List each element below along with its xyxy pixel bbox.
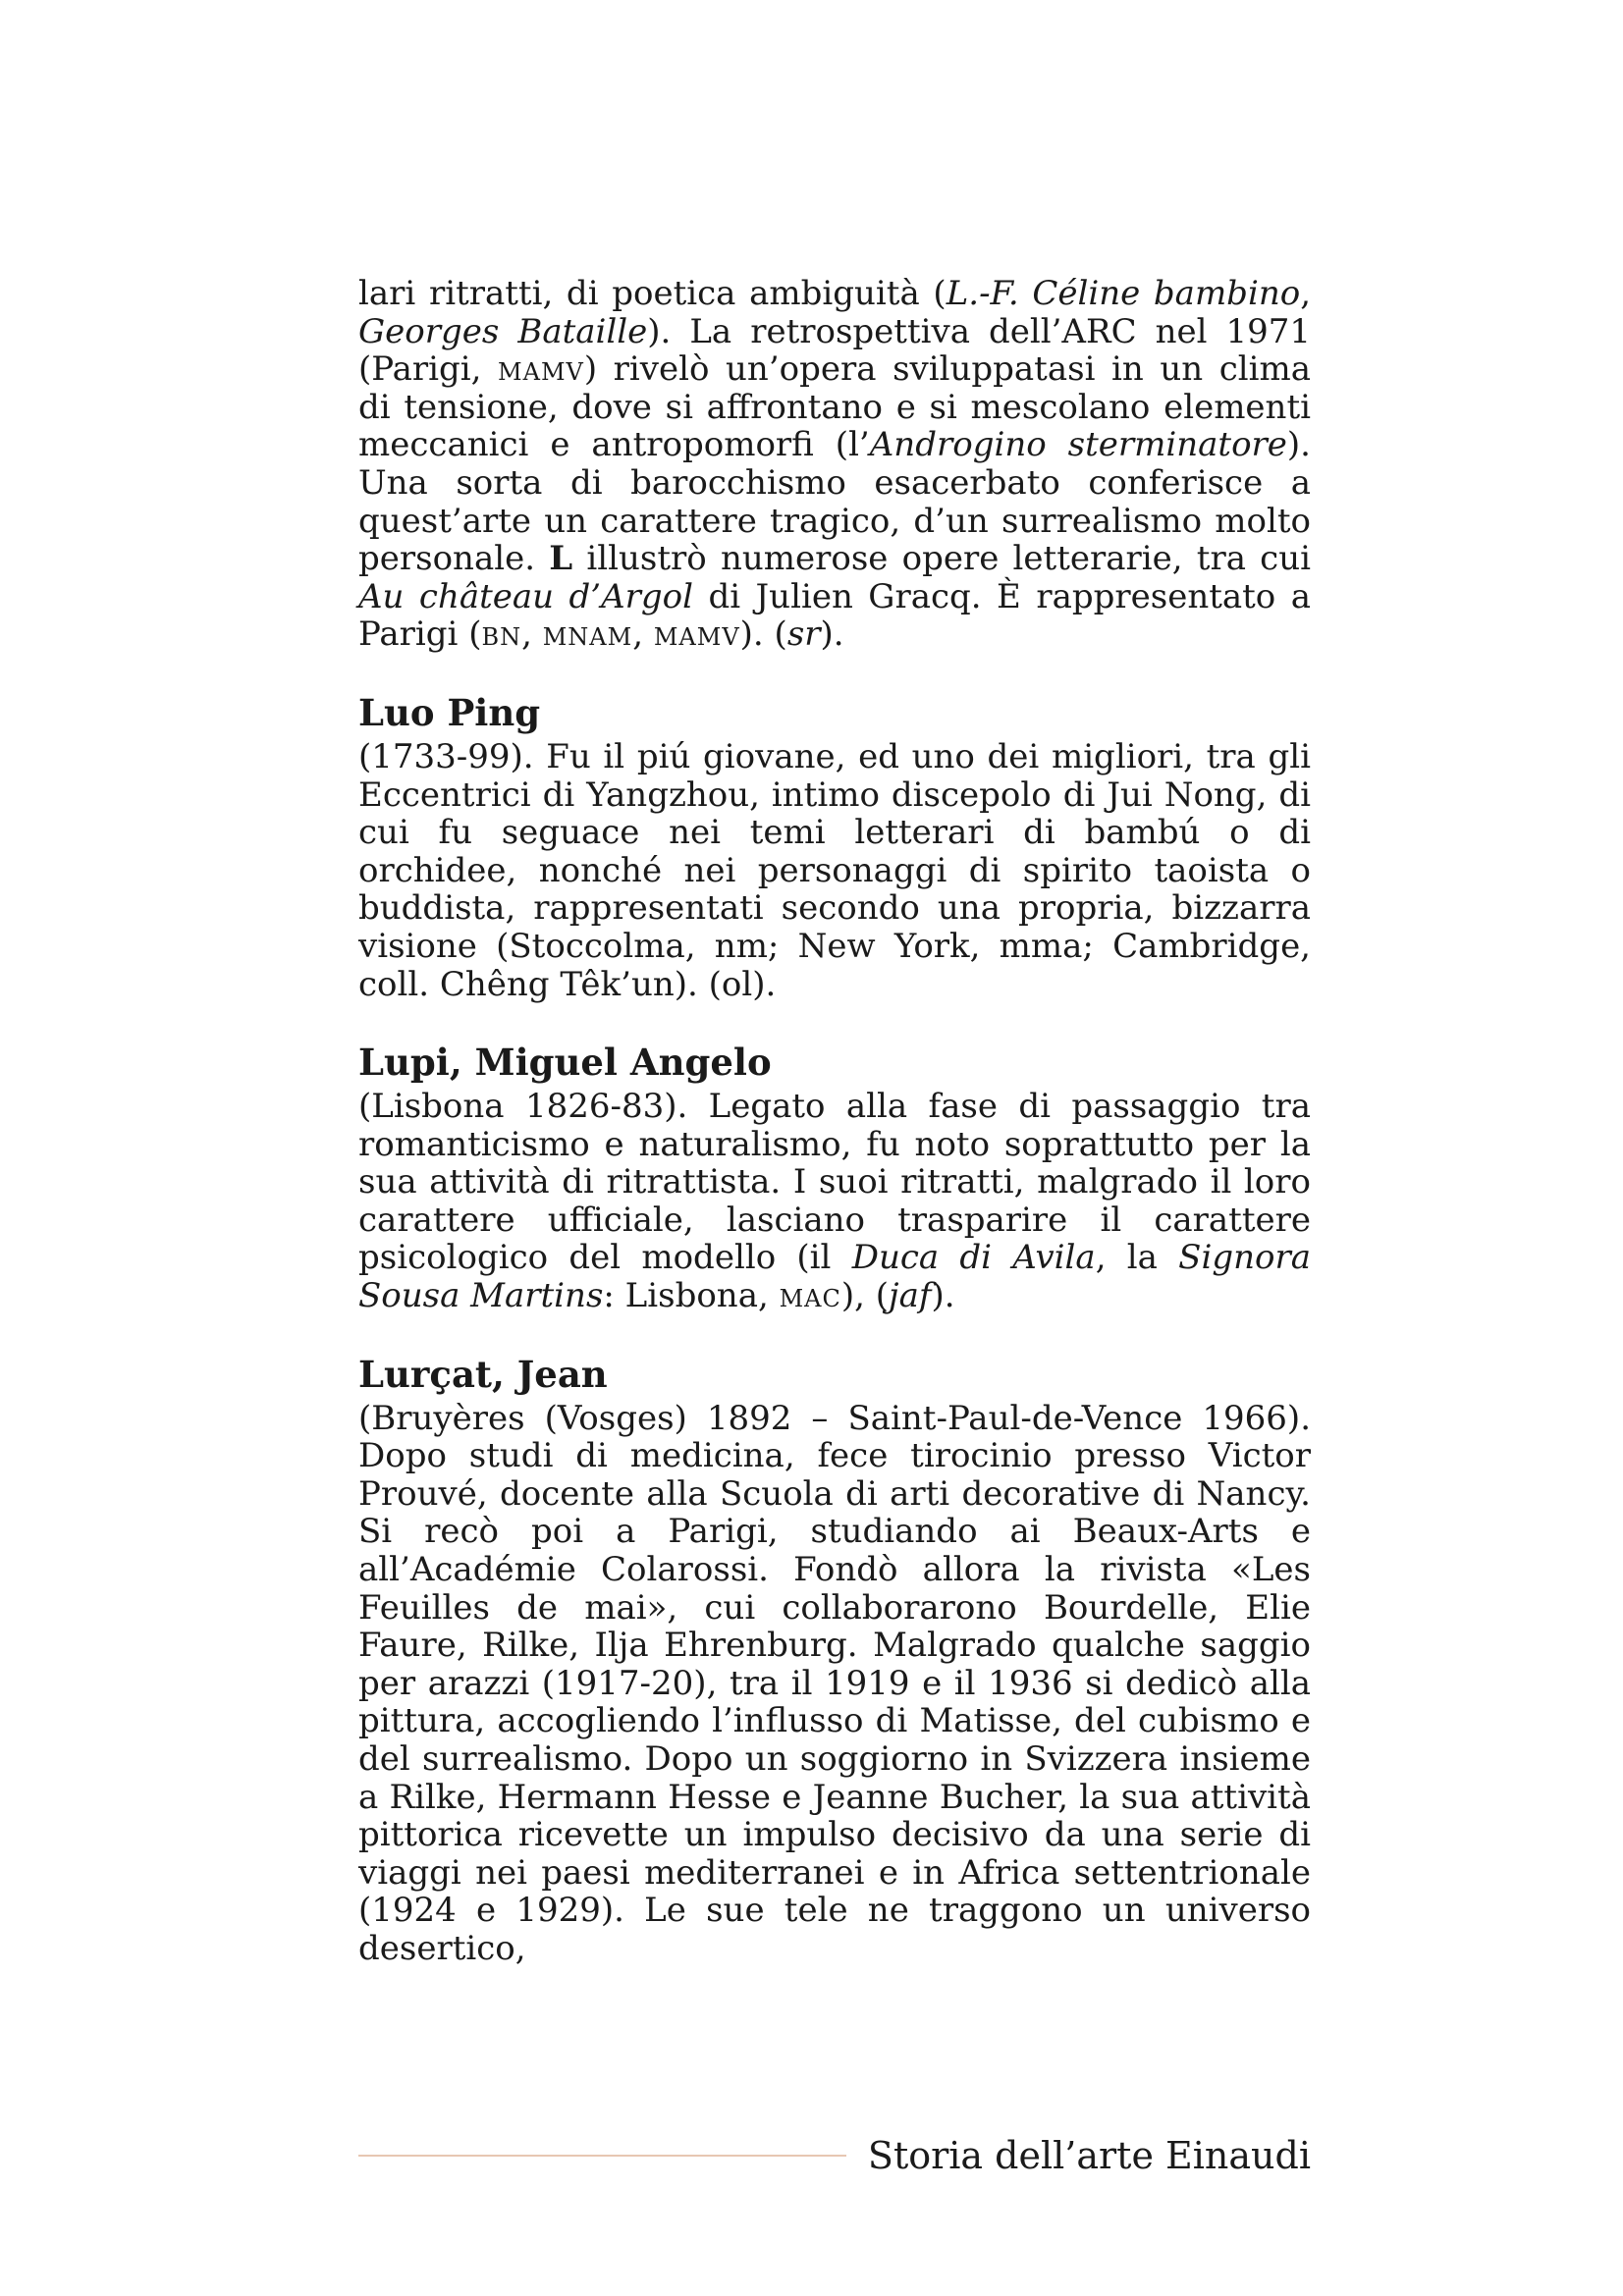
intro-text: illustrò numerose opere letterarie, tra cui bbox=[572, 539, 1311, 579]
intro-work-title: Georges Bataille bbox=[358, 311, 648, 351]
entry-work-title: Signora Sousa Martins bbox=[358, 1238, 1311, 1316]
entry-lurcat bbox=[358, 1353, 1311, 1968]
entry-text bbox=[358, 1088, 1311, 1315]
intro-abbreviation: mnam bbox=[542, 614, 633, 655]
intro-abbreviation: mamv bbox=[498, 349, 584, 390]
intro-text: lari ritratti, di poetica ambiguità ( bbox=[358, 274, 947, 313]
intro-paragraph bbox=[358, 275, 1311, 654]
intro-abbreviation: mamv bbox=[653, 614, 740, 655]
entry-lupi bbox=[358, 1041, 1311, 1315]
entry-text: (1733-99). Fu il piú giovane, ed uno dei migliori, tra gli Eccentrici di Yangzhou, intimo discepolo di Jui Nong, di cui fu seguace nei temi letterari di bambú o di orchidee, nonché nei personaggi di spirito taoista o buddista, rappresentati secondo una propria, bizzarra visione (Stoccolma, nm; New York, mma; Cambridge, coll. Chêng Têk’un). (ol). bbox=[358, 736, 1311, 1004]
page-body bbox=[358, 275, 1311, 1968]
entry-luo-ping bbox=[358, 691, 1311, 1003]
intro-author-initials: sr bbox=[786, 614, 821, 655]
entry-title: Luo Ping bbox=[358, 690, 541, 734]
intro-text: , bbox=[521, 614, 543, 655]
entry-text-run: (Lisbona 1826-83). Legato alla fase di passaggio tra romanticismo e naturalismo, fu noto soprattutto per la sua attività di ritrattista. I suoi ritratti, malgrado il loro carattere ufficiale, lasciano trasparire il carattere psicologico del modello (il bbox=[358, 1087, 1311, 1278]
intro-text: di Julien Gracq. È rappresentato a Parigi ( bbox=[358, 576, 1311, 655]
intro-text: ). Una sorta di barocchismo esacerbato conferisce a quest’arte un carattere tragico, d’un surrealismo molto personale. bbox=[358, 425, 1311, 579]
intro-text: ). bbox=[820, 614, 844, 655]
page-footer bbox=[358, 2132, 1311, 2179]
entry-abbreviation: mac bbox=[779, 1276, 841, 1316]
entry-author-initials: jaf bbox=[889, 1276, 932, 1316]
entry-work-title: Duca di Avila bbox=[851, 1238, 1096, 1278]
intro-text: ) rivelò un’opera sviluppatasi in un clima di tensione, dove si affrontano e si mescolano elementi meccanici e antropomorfi (l’ bbox=[358, 349, 1312, 465]
intro-work-title: L.-F. Céline bambino bbox=[946, 274, 1301, 313]
intro-text: , bbox=[1300, 274, 1312, 313]
entry-text-run: , la bbox=[1095, 1238, 1179, 1278]
intro-text: ). ( bbox=[739, 614, 787, 655]
entry-text-run: ). bbox=[931, 1276, 955, 1316]
entry-text-run: : Lisbona, bbox=[603, 1276, 780, 1316]
footer-rule bbox=[358, 2155, 846, 2157]
footer-publication-title: Storia dell’arte Einaudi bbox=[867, 2134, 1311, 2177]
entry-text-run: ), ( bbox=[840, 1276, 890, 1316]
intro-text: , bbox=[632, 614, 654, 655]
intro-work-title: Au château d’Argol bbox=[358, 576, 694, 616]
intro-abbreviation: bn bbox=[481, 614, 522, 655]
entry-title: Lupi, Miguel Angelo bbox=[358, 1041, 772, 1085]
intro-artist-initial: L bbox=[549, 539, 573, 579]
entry-title: Lurçat, Jean bbox=[358, 1352, 608, 1396]
intro-work-title: Androgino sterminatore bbox=[869, 425, 1287, 465]
entry-text: (Bruyères (Vosges) 1892 – Saint-Paul-de-Vence 1966). Dopo studi di medicina, fece tirocinio presso Victor Prouvé, docente alla Scuola di arti decorative di Nancy. Si recò poi a Parigi, studiando ai Beaux-Arts e all’Académie Colarossi. Fondò allora la rivista «Les Feuilles de mai», cui collaborarono Bourdelle, Elie Faure, Rilke, Ilja Ehrenburg. Malgrado qualche saggio per arazzi (1917-20), tra il 1919 e il 1936 si dedicò alla pittura, accogliendo l’influsso di Matisse, del cubismo e del surrealismo. Dopo un soggiorno in Svizzera insieme a Rilke, Hermann Hesse e Jeanne Bucher, la sua attività pittorica ricevette un impulso decisivo da una serie di viaggi nei paesi mediterranei e in Africa settentrionale (1924 e 1929). Le sue tele ne traggono un universo desertico, bbox=[358, 1398, 1311, 1968]
intro-text: ). La retrospettiva dell’ARC nel 1971 (Parigi, bbox=[358, 311, 1312, 390]
